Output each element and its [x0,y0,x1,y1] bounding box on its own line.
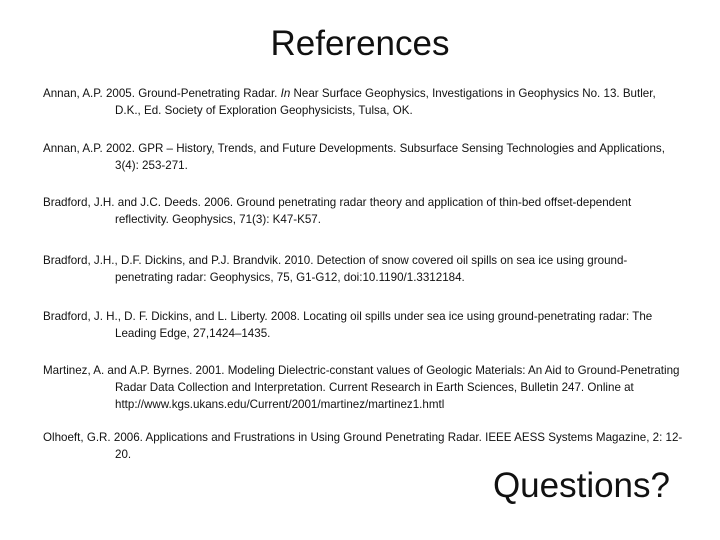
reference-text: Bradford, J. H., D. F. Dickins, and L. Liberty. 2008. Locating oil spills under sea ice using ground-penetrating radar: The Leading Edge, 27,1424–1435. [43,310,653,340]
reference-item [43,194,683,228]
reference-list [43,85,683,484]
questions-heading: Questions? [492,466,670,505]
reference-item [43,85,683,119]
reference-text: Martinez, A. and A.P. Byrnes. 2001. Modeling Dielectric-constant values of Geologic Materials: An Aid to Ground-Penetrating Radar Data Collection and Interpretation. Current Research in Earth Sciences, Bulletin 247. Online at http://www.kgs.ukans.edu/Current/2001/martinez/martinez1.hmtl [43,364,680,411]
reference-italic-text: In [280,87,291,100]
reference-item [43,140,683,174]
reference-text: Olhoeft, G.R. 2006. Applications and Frustrations in Using Ground Penetrating Radar. IEEE AESS Systems Magazine, 2: 12-20. [43,431,683,461]
reference-text-continued: Near Surface Geophysics, Investigations in Geophysics No. 13. Butler, D.K., Ed. Society of Exploration Geophysicists, Tulsa, OK. [115,87,656,117]
slide-title: References [270,24,450,63]
reference-item [43,308,683,342]
reference-item [43,429,683,463]
reference-text: Bradford, J.H., D.F. Dickins, and P.J. Brandvik. 2010. Detection of snow covered oil spills on sea ice using ground-penetrating radar: Geophysics, 75, G1-G12, doi:10.1190/1.3312184. [43,254,628,284]
reference-text: Annan, A.P. 2002. GPR – History, Trends, and Future Developments. Subsurface Sensing Technologies and Applications, 3(4): 253-271. [43,142,665,172]
reference-item [43,362,683,413]
reference-text: Bradford, J.H. and J.C. Deeds. 2006. Ground penetrating radar theory and application of thin-bed offset-dependent reflectivity. Geophysics, 71(3): K47-K57. [43,196,632,226]
reference-text: Annan, A.P. 2005. Ground-Penetrating Radar. [43,87,281,100]
reference-item [43,252,683,286]
